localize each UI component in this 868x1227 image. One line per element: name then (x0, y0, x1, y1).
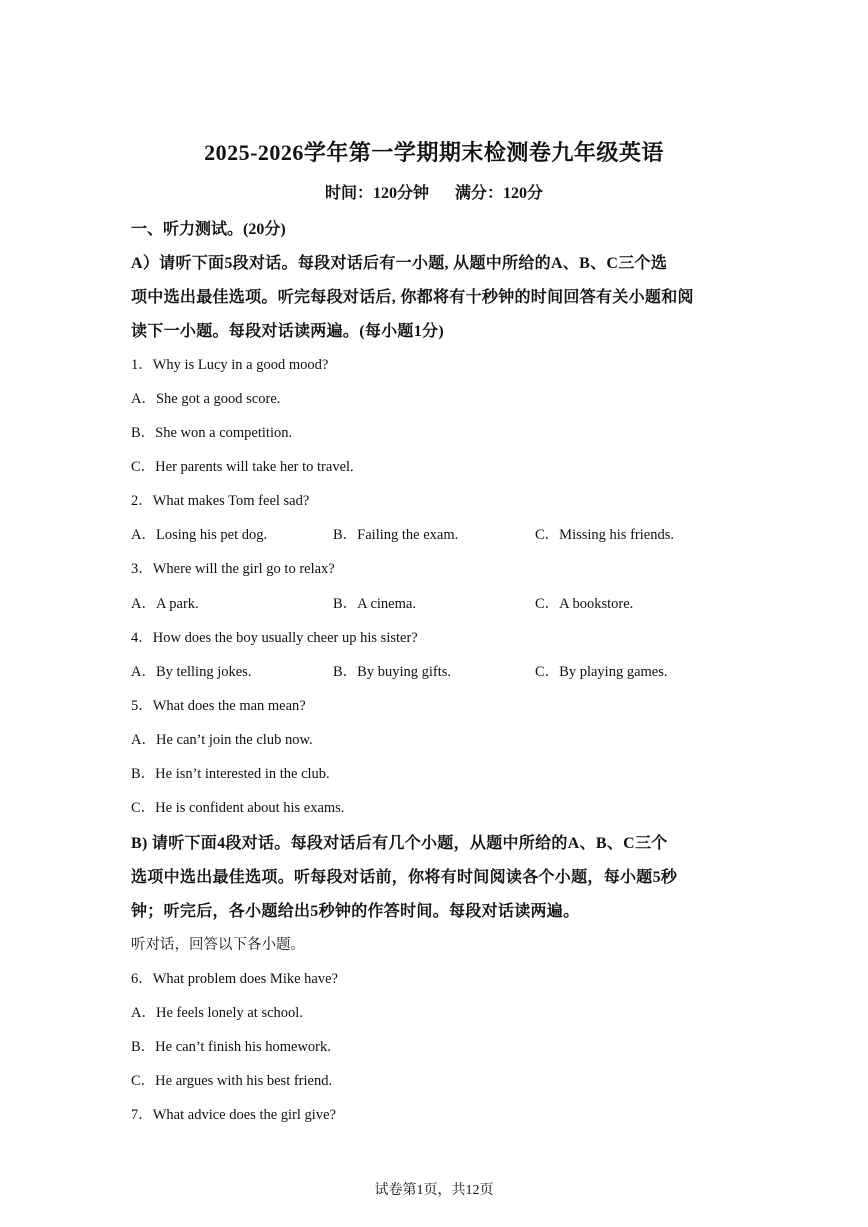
exam-title: 2025-2026学年第一学期期末检测卷九年级英语 (204, 140, 664, 165)
question-5-option-c: C．He is confident about his exams. (131, 800, 345, 816)
question-2-option-a: A．Losing his pet dog. (131, 527, 268, 543)
time-limit: 时间：120分钟 (324, 185, 429, 202)
question-3-option-a: A．A park. (131, 596, 199, 612)
page-footer: 试卷第1页，共12页 (374, 1183, 494, 1198)
question-4-option-b: B．By buying gifts. (333, 664, 452, 680)
question-3-option-c: C．A bookstore. (535, 596, 634, 612)
question-1: 1．Why is Lucy in a good mood? (131, 357, 329, 373)
question-5-option-b: B．He isn’t interested in the club. (131, 766, 330, 782)
part-a-instructions-line-1: A）请听下面5段对话。每段对话后有一小题, 从题中所给的A、B、C三个选 (131, 255, 668, 272)
question-6-option-c: C．He argues with his best friend. (131, 1073, 333, 1089)
question-1-option-b: B．She won a competition. (131, 425, 293, 441)
part-a-instructions-line-3: 读下一小题。每段对话读两遍。(每小题1分) (131, 323, 444, 340)
part-b-instructions-line-1: B) 请听下面4段对话。每段对话后有几个小题，从题中所给的A、B、C三个 (131, 835, 668, 852)
question-6-option-b: B．He can’t finish his homework. (131, 1039, 331, 1055)
question-4-option-a: A．By telling jokes. (131, 664, 252, 680)
part-b-instructions-line-2: 选项中选出最佳选项。听每段对话前，你将有时间阅读各个小题，每小题5秒 (131, 869, 678, 886)
full-score: 满分：120分 (455, 185, 544, 202)
part-b-instructions-line-3: 钟；听完后，各小题给出5秒钟的作答时间。每段对话读两遍。 (131, 903, 580, 920)
question-4-option-c: C．By playing games. (535, 664, 668, 680)
question-1-option-a: A．She got a good score. (131, 391, 281, 407)
section-heading-listening: 一、听力测试。(20分) (131, 221, 286, 238)
question-3-option-b: B．A cinema. (333, 596, 416, 612)
exam-info (0, 180, 868, 203)
question-7: 7．What advice does the girl give? (131, 1107, 336, 1123)
question-5-option-a: A．He can’t join the club now. (131, 732, 313, 748)
question-5: 5．What does the man mean? (131, 698, 306, 714)
part-a-instructions-line-2: 项中选出最佳选项。听完每段对话后, 你都将有十秒钟的时间回答有关小题和阅 (131, 289, 694, 306)
question-6-option-a: A．He feels lonely at school. (131, 1005, 303, 1021)
question-6: 6．What problem does Mike have? (131, 971, 338, 987)
question-2-option-c: C．Missing his friends. (535, 527, 674, 543)
question-3: 3．Where will the girl go to relax? (131, 561, 335, 577)
question-4: 4．How does the boy usually cheer up his sister? (131, 630, 418, 646)
question-1-option-c: C．Her parents will take her to travel. (131, 459, 354, 475)
part-b-prompt: 听对话，回答以下各小题。 (131, 937, 305, 953)
question-2: 2．What makes Tom feel sad? (131, 493, 310, 509)
question-2-option-b: B．Failing the exam. (333, 527, 459, 543)
